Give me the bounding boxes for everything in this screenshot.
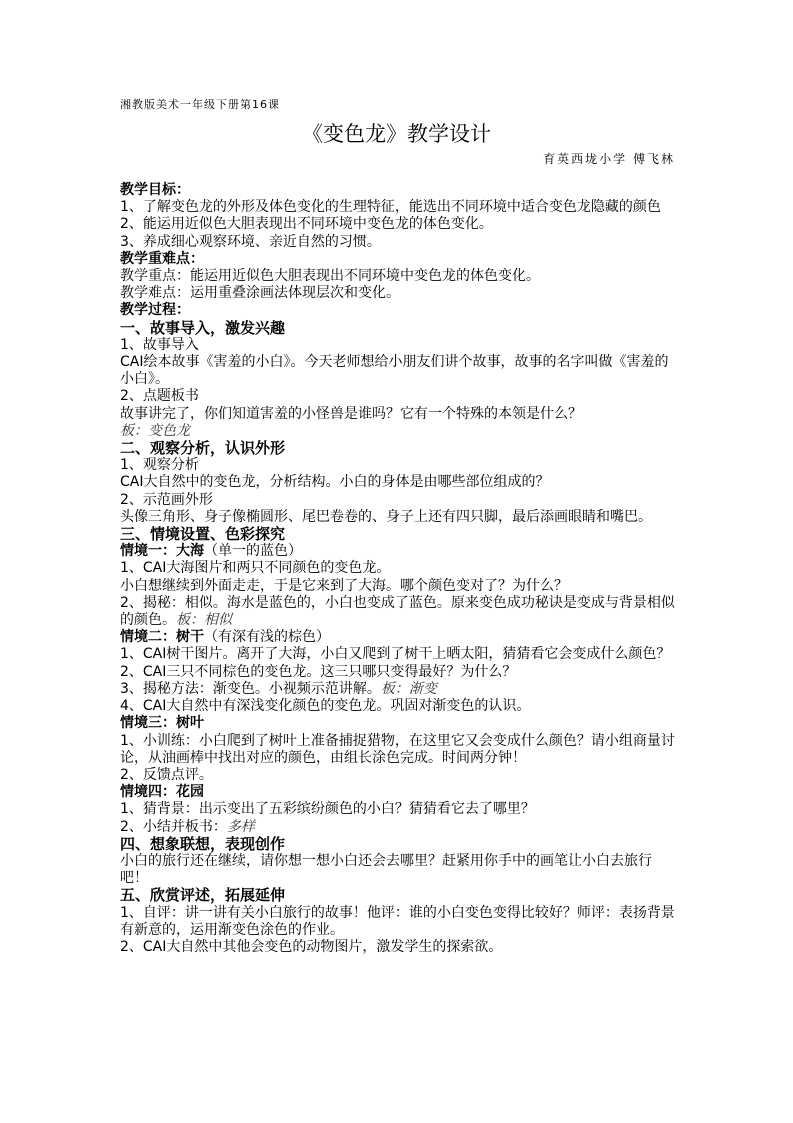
section-line: 2、揭秘：相似。海水是蓝色的，小白也变成了蓝色。原来变色成功秘诀是变成与背景相似的颜色。板：相似 [120, 594, 675, 629]
section-line: CAI绘本故事《害羞的小白》。今天老师想给小朋友们讲个故事，故事的名字叫做《害羞的小白》。 [120, 354, 669, 388]
section-line: 2、小结并板书：多样 [120, 818, 255, 835]
section-line: 1、小训练：小白爬到了树叶上准备捕捉猎物，在这里它又会变成什么颜色？请小组商量讨论，从油画棒中找出对应的颜色，由组长涂色完成。时间两分钟！ [120, 732, 675, 766]
section-line: CAI大自然中的变色龙，分析结构。小白的身体是由哪些部位组成的？ [120, 474, 550, 491]
objective-item: 2、能运用近似色大胆表现出不同环境中变色龙的体色变化。 [120, 216, 493, 233]
section-line: 1、猜背景：出示变出了五彩缤纷颜色的小白？猜猜看它去了哪里？ [120, 801, 535, 818]
board-note: 板：变色龙 [120, 422, 190, 439]
section-line: 1、CAI大海图片和两只不同颜色的变色龙。 [120, 560, 391, 577]
section-line: 2、反馈点评。 [120, 766, 213, 783]
section-line: 2、CAI三只不同棕色的变色龙。这三只哪只变得最好？为什么？ [120, 663, 517, 680]
section-line: 3、揭秘方法：渐变色。小视频示范讲解。板：渐变 [120, 680, 437, 697]
board-note: 板：渐变 [380, 680, 437, 697]
scenario-note: （有深有浅的棕色） [204, 629, 330, 646]
section-line: 头像三角形、身子像椭圆形、尾巴卷卷的、身子上还有四只脚，最后添画眼睛和嘴巴。 [120, 508, 652, 525]
objective-item: 3、养成细心观察环境、亲近自然的习惯。 [120, 233, 381, 250]
scenario-name: 情境四：花园 [120, 784, 204, 801]
course-label: 湘教版美术一年级下册第16课 [120, 98, 280, 111]
section-title: 五、欣赏评述，拓展延伸 [120, 886, 286, 905]
page-title: 《变色龙》教学设计 [302, 122, 491, 146]
scenario-title [120, 629, 675, 646]
key-point: 教学重点：能运用近似色大胆表现出不同环境中变色龙的体色变化。 [120, 268, 540, 285]
scenario-note: （单一的蓝色） [204, 543, 302, 560]
section-line: 1、自评：讲一讲有关小白旅行的故事！他评：谁的小白变色变得比较好？师评：表扬背景有新意的，运用渐变色涂色的作业。 [120, 904, 675, 938]
section-title: 三、情境设置、色彩探究 [120, 525, 286, 544]
scenario-name: 情境三：树叶 [120, 715, 204, 732]
scenario-name: 情境一：大海 [120, 543, 204, 560]
board-note: 多样 [226, 818, 255, 835]
section-title: 二、观察分析，认识外形 [120, 439, 286, 458]
section-title: 一、故事导入，激发兴趣 [120, 318, 286, 337]
author-line: 育英西垅小学 傅飞林 [543, 152, 675, 166]
scenario-name: 情境二：树干 [120, 629, 204, 646]
section-line: 2、点题板书 [120, 388, 199, 405]
keypoints-heading: 教学重难点： [120, 250, 204, 267]
difficulty-point: 教学难点：运用重叠涂画法体现层次和变化。 [120, 285, 400, 302]
section-line: 1、CAI树干图片。离开了大海，小白又爬到了树干上晒太阳，猜猜看它会变成什么颜色？ [120, 646, 671, 663]
section-line: 1、观察分析 [120, 457, 199, 474]
objectives-heading: 教学目标： [120, 182, 190, 198]
section-line: 故事讲完了，你们知道害羞的小怪兽是谁吗？它有一个特殊的本领是什么？ [120, 405, 582, 422]
document-body [120, 182, 675, 956]
section-line: 2、CAI大自然中其他会变色的动物图片，激发学生的探索欲。 [120, 938, 503, 955]
section-line: 小白想继续到外面走走，于是它来到了大海。哪个颜色变对了？为什么？ [120, 577, 568, 594]
section-line: 4、CAI大自然中有深浅变化颜色的变色龙。巩固对渐变色的认识。 [120, 698, 531, 715]
objective-item: 1、了解变色龙的外形及体色变化的生理特征，能选出不同环境中适合变色龙隐藏的颜色 [120, 199, 661, 216]
process-heading: 教学过程： [120, 302, 190, 319]
board-note: 板：相似 [176, 612, 232, 629]
section-title: 四、想象联想，表现创作 [120, 834, 286, 853]
section-line: 小白的旅行还在继续，请你想一想小白还会去哪里？赶紧用你手中的画笔让小白去旅行吧！ [120, 852, 652, 887]
scenario-title [120, 543, 675, 560]
section-line: 1、故事导入 [120, 336, 199, 353]
section-line: 2、示范画外形 [120, 491, 213, 508]
